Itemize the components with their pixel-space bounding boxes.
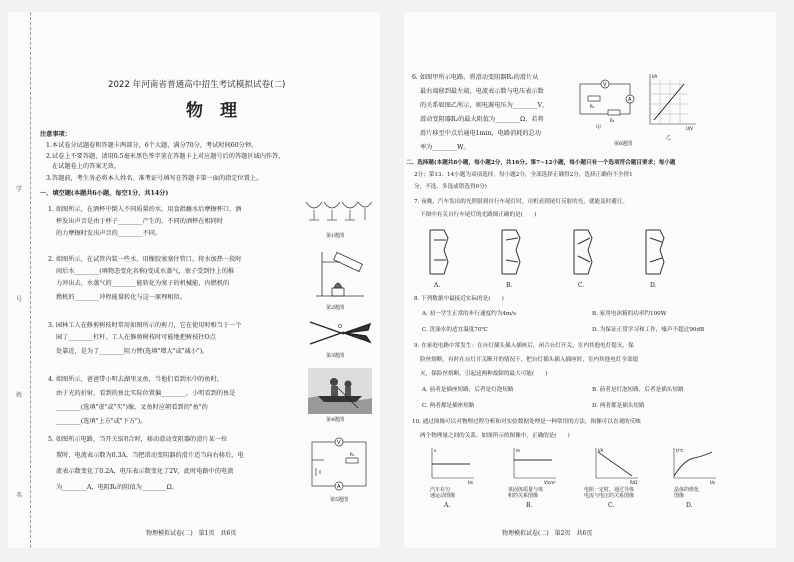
svg-text:U/V: U/V [686,126,694,131]
option-label[interactable]: B. [526,502,533,509]
graph-option-d [666,446,722,486]
graph-axis-label: R/Ω [630,480,638,485]
option-text[interactable]: C. 洗澡水的适宜温度70℃ [422,327,488,333]
graph-option-b [506,446,562,486]
iu-graph-6 [642,70,698,134]
question-line: 两个物理量之间的关系。如图所示的图像中，正确的是( ) [420,433,570,439]
question-line: 9. 在家庭电路中常发生：在台灯插头插入插座后，闭合台灯开关，室内其他电灯熄灭，保 [414,343,634,349]
reflector-options-figure [424,226,744,280]
circuit-figure-5 [306,432,372,492]
figure-caption: 第1题图 [326,233,345,239]
notice-heading: 注意事项： [40,131,71,138]
question-line: ________(选填"上方"或"下方")。 [56,418,147,425]
question-line: 险丝熔断。有时在台灯开关断开的情况下，把台灯插头插入插座时，室内其他电灯全部熄 [420,357,639,363]
question-line: 园丁________杠杆。工人在修剪树枝时可能地把树枝往O点 [56,334,216,341]
option-text[interactable]: C. 两者都是插座短路 [422,403,475,409]
graph-caption: 图像 [674,493,685,499]
option-text[interactable]: B. 家用电冰箱的功率约100W [592,311,667,317]
notice-line: 2.试卷上不要答题，请用0.5毫米黑色签字笔在答题卡上对应题号后的答题区域内作答， [46,153,285,160]
option-label[interactable]: C. [578,282,585,289]
figure-caption: 第5题图 [330,497,349,503]
figure-caption: 第2题图 [326,305,345,311]
question-line: 滑动变阻器R₂的最大阻值为________Ω，若将 [420,116,544,123]
option-text[interactable]: A. 初一学生正常的步行速度约为4m/s [422,311,516,317]
option-text[interactable]: D. 为保证正常学习和工作，噪声不超过90dB [592,327,705,333]
side-label: 学 [16,186,23,193]
figure-caption: 第4题图 [326,417,345,423]
question-line: 为________A，电阻R₁的阻值为________Ω。 [56,484,178,491]
question-line: 杯发出声音是由于杯子________产生的，不同的酒杯在相同时 [56,218,224,225]
graph-axis-label: v [434,448,437,453]
question-line: 2. 如图所示，在试管内装一些水，用橡胶塞塞住管口，将水加热一段时 [48,256,242,263]
question-line: 3. 园林工人在修剪树枝时常用如图所示的剪刀，它在使用时相当于一个 [48,322,242,329]
side-label: 号 [16,296,23,303]
graph-caption: 某固体质量与体 [508,487,544,493]
svg-text:O: O [338,324,342,330]
subject-title: 物 理 [186,101,237,121]
wine-glasses-figure [302,196,372,232]
side-label: 姓 [16,392,23,399]
exam-title: 2022 年河南省普通高中招生考试模拟试卷(二) [108,80,286,90]
graph-axis-label: t/s [710,480,715,485]
graph-caption: 积的关系图像 [508,493,539,499]
section-heading: 一、填空题(本题共6小题，每空1分，共14分) [40,190,169,197]
page-footer: 物理模拟试卷(二) 第1页 共6页 [146,530,237,537]
figure-caption: 第3题图 [326,353,345,359]
graph-axis-label: t/℃ [676,448,684,453]
question-line: 7. 夜晚，汽车发出的光照射到自行车尾灯时，司机看到尾灯反射的光，就能及时避让。 [414,199,629,205]
binding-line [30,12,31,548]
option-label[interactable]: A. [434,282,441,289]
question-line: 1. 如图所示，在酒杯中倒入不同质量的水，用食指蘸水后摩擦杯口，酒 [48,206,242,213]
page-footer: 物理模拟试卷(二) 第2页 共6页 [502,530,593,537]
option-text[interactable]: B. 前者是灯泡短路，后者是插头短路 [592,387,684,393]
graph-axis-label: I/A [598,448,604,453]
graph-caption: 晶体的熔化 [674,487,700,493]
question-line: 的关系如图乙所示，则电源电压为________V， [420,102,549,109]
notice-line: 3.答题前，考生务必将本人姓名、准考证号填写在答题卡第一面的指定位置上。 [46,175,263,182]
question-line: 下图中有关自行车尾灯的光路图正确的是( ) [420,212,537,218]
option-label[interactable]: D. [686,502,693,509]
svg-text:A: A [628,97,632,103]
question-line: 灭，保险丝熔断。引起这两种故障的最大可能( ) [420,371,548,377]
svg-text:V: V [337,440,341,446]
question-line: 5. 如图所示电路，当开关S闭合时，移动滑动变阻器的滑片某一位 [48,436,228,443]
question-line: 力冲出去，水蒸气的________能转化为塞子的机械能，内燃机的 [56,280,230,287]
figure-caption: 第6题图 [614,141,633,147]
svg-text:R₁: R₁ [350,452,355,457]
section-heading: 2分；第13、14小题为双项选择，每小题2分，全部选择正确得2分，选择正确但不全得1 [414,172,633,178]
question-line: 由于光的折射，看到的鱼比实际位置偏________，小明看到的鱼是 [56,390,236,397]
pruning-shears-figure [308,318,372,348]
svg-text:A: A [337,484,341,490]
svg-text:V: V [603,82,607,88]
question-line: 流表示数变化了0.2A，电压表示数变化了2V，此时电路中的电流 [56,468,234,475]
question-line: 滑片移至中点后通电1min，电路消耗的总功 [420,130,541,137]
option-text[interactable]: D. 两者都是插头短路 [592,403,645,409]
question-line: ________(选填"虚"或"实")像，叉鱼时应朝看到的"鱼"的 [56,404,208,411]
section-heading: 分，不选、多选或错选得0分) [414,184,487,190]
notice-line: 在试题卷上的答案无效。 [52,163,121,170]
question-line: 6. 如图甲所示电路，将滑动变阻器R₂的滑片从 [412,74,539,81]
graph-axis-label: t/s [468,480,473,485]
question-line: 8. 下列数据中最接近实际的是( ) [414,296,504,302]
question-line: 10. 通过图像可以对物理过程分析和对实验数据处理是一种常用的方法，图像可以直观的反映 [412,419,641,425]
question-line: 最右端移到最左端，电流表示数与电压表示数 [420,88,544,95]
section-heading: 二、选择题(本题共8小题，每小题2分，共16分。第7~12小题，每小题只有一个选项符合题目要求；每小题 [406,160,676,166]
graph-caption: 电流与电压的关系图像 [584,493,635,499]
test-tube-figure [314,248,368,300]
option-label[interactable]: B. [506,282,513,289]
fishing-scene-figure [308,368,372,414]
question-line: 燃机的________冲程能量转化与这一原理相似。 [56,294,186,301]
option-text[interactable]: A. 前者是插座短路，后者是灯泡短路 [422,387,514,393]
question-line: 的力摩擦时发出声音的________不同。 [56,230,162,237]
graph-caption: 汽车在匀 [430,487,451,493]
graph-caption: 速运动图像 [430,493,456,499]
subfigure-label: 乙 [666,135,672,141]
question-line: 率为________W。 [420,144,470,151]
graph-axis-label: V/cm³ [544,480,556,485]
graph-axis-label: m [516,448,520,453]
right-page [404,12,776,548]
question-line: 间后水________(填物态变化名称)变成水蒸气，塞子受到往上的推 [56,268,235,275]
graph-option-a [424,446,480,486]
option-label[interactable]: C. [608,502,615,509]
svg-text:R₂: R₂ [610,118,615,123]
left-page [8,12,380,548]
option-label[interactable]: D. [650,282,657,289]
subfigure-label: 甲 [596,125,602,131]
graph-caption: 电阻一定时，通过导体 [584,487,635,493]
svg-text:I/A: I/A [652,74,658,79]
side-label: 名 [16,492,23,499]
option-label[interactable]: A. [444,502,451,509]
question-line: 置时，电流表示数为0.3A，当把滑动变阻器的滑片适当向右移后，电 [56,452,244,459]
circuit-figure-6 [576,70,636,126]
graph-option-c [588,446,644,486]
question-line: 处靠近，是为了________阻力臂(选填"增大"或"减小")。 [56,348,209,355]
notice-line: 1.本试卷分试题卷和答题卡两部分，6个大题，满分70分，考试时间60分钟。 [46,142,258,149]
svg-text:R₁: R₁ [590,104,595,109]
question-line: 4. 如图所示，爸爸带小明去湖里叉鱼，当他们看到水中的鱼时， [48,376,223,383]
